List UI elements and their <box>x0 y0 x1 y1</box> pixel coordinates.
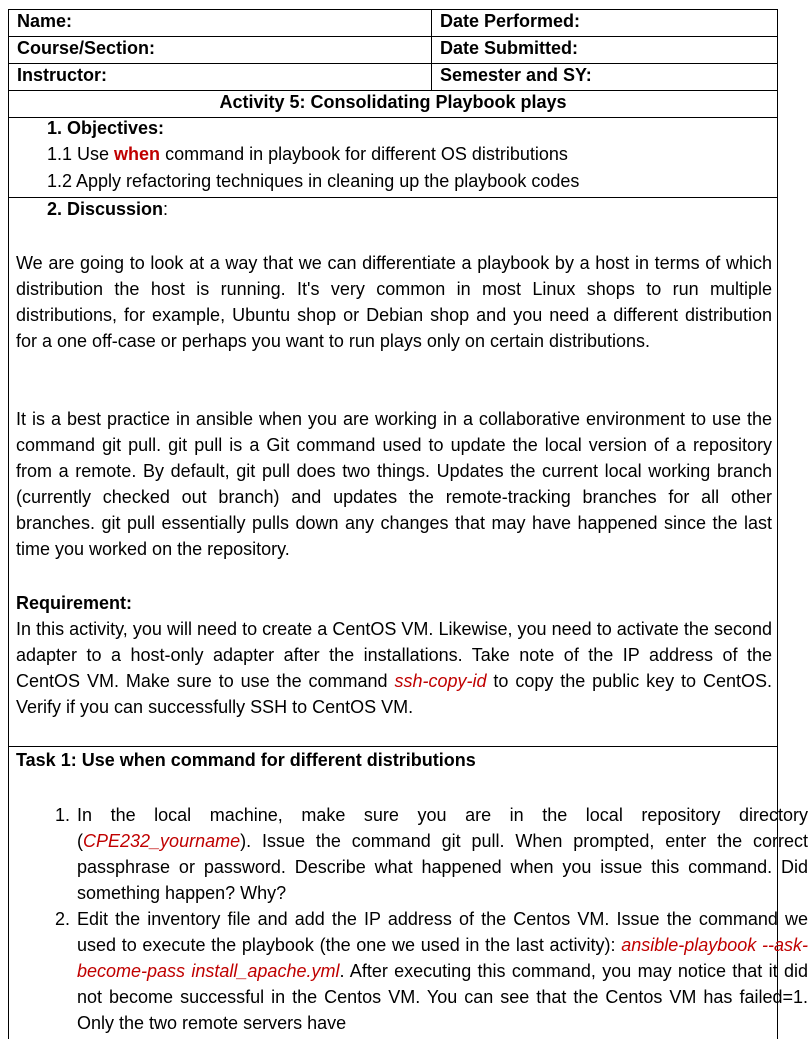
discussion-paragraph-2: It is a best practice in ansible when you are working in a collaborative environment to use the command git pull. git pull is a Git command used to update the local version of a repository from a remote. By default, git pull does two things. Updates the current local working branch (currently checked out branch) and updates the remote-tracking branches for all other branches. git pull essentially pulls down any changes that may have happened since the last time you worked on the repository. <box>16 409 772 559</box>
activity-document <box>8 9 808 1039</box>
discussion-heading-colon: : <box>163 199 169 219</box>
course-section-label: Course/Section: <box>9 37 432 63</box>
header-row-course <box>9 37 777 64</box>
date-submitted-label: Date Submitted: <box>440 38 579 58</box>
objective-1-suffix: command in playbook for different OS distributions <box>160 144 568 164</box>
header-row-instructor <box>9 64 777 91</box>
repo-name: CPE232_yourname <box>83 831 241 851</box>
objective-item-2: 1.2 Apply refactoring techniques in cleaning up the playbook codes <box>47 171 580 191</box>
step2-text-after: . After executing this command, you may notice that it did not become successful in the Centos VM. You can see that the Centos VM has failed=1. Only the two remote servers have <box>77 961 808 1033</box>
objectives-heading: 1. Objectives: <box>47 118 165 138</box>
discussion-heading-text: 2. Discussion <box>47 199 164 219</box>
step1-text-after: ). Issue the command git pull. When prompted, enter the correct passphrase or password. Describe what happened when you issue this command. Did something happen? Why? <box>77 831 808 903</box>
semester-label: Semester and SY: <box>440 65 592 85</box>
requirement-text <box>16 616 772 720</box>
instructor-label: Instructor: <box>9 64 432 90</box>
requirement-text-after: to copy the public key to CentOS. Verify if you can successfully SSH to CentOS VM. <box>16 671 773 717</box>
requirement-heading: Requirement: <box>16 593 133 613</box>
objectives-section <box>9 118 777 198</box>
task1-steps <box>39 802 808 1036</box>
objective-item-1 <box>47 141 568 167</box>
ansible-playbook-command: ansible-playbook --ask-become-pass install_apache.yml <box>77 935 808 981</box>
task1-heading: Task 1: Use when command for different distributions <box>16 750 476 770</box>
name-label: Name: <box>9 10 432 36</box>
when-keyword: when <box>114 144 161 164</box>
ssh-copy-id-command: ssh-copy-id <box>394 671 487 691</box>
objective-1-prefix: 1.1 Use <box>47 144 115 164</box>
date-performed-label: Date Performed: <box>440 11 581 31</box>
discussion-heading <box>47 196 168 222</box>
discussion-paragraph-1: We are going to look at a way that we can differentiate a playbook by a host in terms of which distribution the host is running. It's very common in most Linux shops to run multiple distributions, for example, Ubuntu shop or Debian shop and you need a different distribution for a one off-case or perhaps you want to run plays only on certain distributions. <box>16 253 772 351</box>
task1-step-1 <box>75 802 808 906</box>
requirement-text-before: In this activity, you will need to create a CentOS VM. Likewise, you need to activate the second adapter to a host-only adapter after the installations. Take note of the IP address of the CentOS VM. Make sure to use the command <box>16 619 772 691</box>
activity-title: Activity 5: Consolidating Playbook plays <box>9 91 777 118</box>
step1-text-before: In the local machine, make sure you are in the local repository directory ( <box>77 805 808 851</box>
task1-step-2 <box>75 906 808 1036</box>
step2-text-before: Edit the inventory file and add the IP address of the Centos VM. Issue the command we used to execute the playbook (the one we used in the last activity): <box>77 909 808 955</box>
header-row-name <box>9 10 777 37</box>
